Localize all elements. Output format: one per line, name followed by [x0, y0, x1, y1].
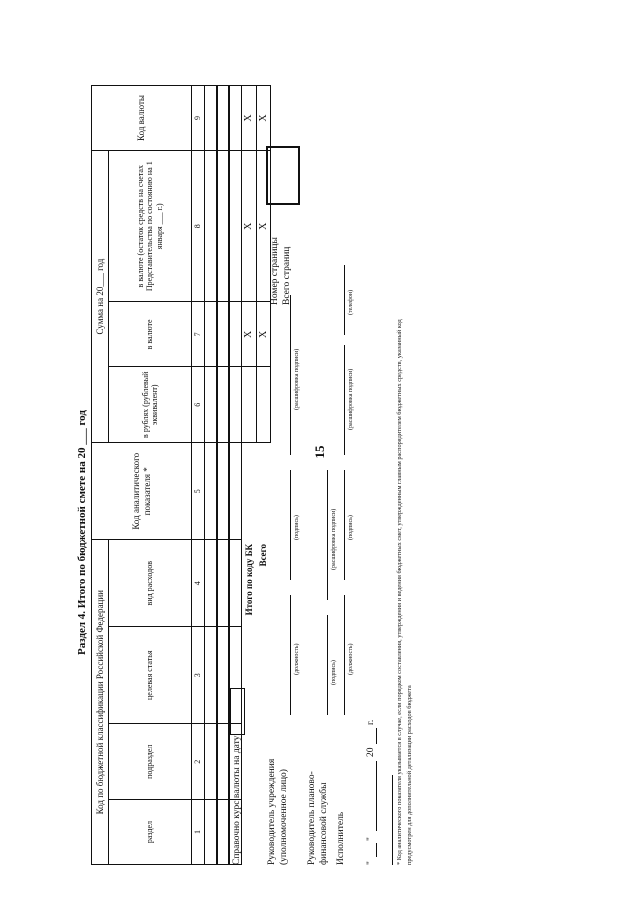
caption-decode: (расшифровка подписи) [348, 368, 354, 430]
total-bk-rub[interactable] [242, 367, 257, 443]
page-number: 15 [312, 445, 327, 459]
table-cell[interactable] [205, 724, 218, 800]
col-number: 4 [192, 540, 205, 627]
table-cell[interactable] [205, 302, 218, 367]
table-cell[interactable] [205, 443, 218, 540]
col-rub: в рублях (рублевый эквивалент) [109, 367, 192, 443]
executor-decode-line[interactable] [344, 345, 345, 455]
date-day-line[interactable] [376, 843, 377, 857]
head-label-2: (уполномоченное лицо) [279, 769, 289, 865]
col-kod-analytic: Код аналитического показателя * [92, 443, 192, 540]
fin-decode-line[interactable] [327, 470, 328, 600]
col-number: 1 [192, 800, 205, 865]
fin-signature-line[interactable] [327, 615, 328, 715]
total-all-rub[interactable] [256, 367, 271, 443]
caption-signature: (подпись) [294, 515, 300, 540]
col-vid: вид расходов [109, 540, 192, 627]
col-number: 3 [192, 627, 205, 724]
total-bk-label: Итого по коду БК [243, 543, 254, 616]
col-val-ostatok: в валюте (остаток средств на счетах Представительства по состоянию на 1 января ___ г.) [109, 150, 192, 301]
executor-signature-line[interactable] [344, 470, 345, 580]
date-year-prefix: 20 [366, 747, 376, 757]
exchange-rate-box[interactable] [230, 688, 245, 735]
date-month-line[interactable] [376, 761, 377, 831]
date-quote-close: " [366, 837, 376, 841]
head-decode-line[interactable] [290, 295, 291, 455]
table-cell[interactable] [205, 150, 218, 301]
page-number-box[interactable] [266, 146, 300, 205]
date-g-label: г. [366, 719, 376, 725]
executor-position-line[interactable] [344, 595, 345, 715]
x-mark: X [256, 150, 271, 301]
table-cell[interactable] [205, 540, 218, 627]
table-cell[interactable] [217, 86, 229, 151]
col-number: 6 [192, 367, 205, 443]
fin-label-2: финансовой службы [319, 782, 329, 865]
head-label-1: Руководитель учреждения [267, 758, 277, 865]
x-mark: X [242, 86, 257, 151]
table-cell[interactable] [229, 443, 242, 540]
table-cell[interactable] [229, 367, 242, 443]
document-sheet [74, 85, 554, 865]
table-cell[interactable] [205, 367, 218, 443]
col-number: 2 [192, 724, 205, 800]
page-number-label: Номер страницы [270, 237, 280, 305]
col-number: 7 [192, 302, 205, 367]
total-bk-row [242, 86, 257, 865]
x-mark: X [242, 302, 257, 367]
group-sum-header: Сумма на 20___ год [92, 150, 109, 442]
table-cell[interactable] [217, 627, 229, 724]
table-cell[interactable] [205, 86, 218, 151]
executor-label: Исполнитель [336, 811, 346, 865]
exchange-rate-label: Справочно курс валюты на дату [232, 735, 242, 865]
head-position-line[interactable] [290, 595, 291, 715]
caption-position: (должность) [294, 643, 300, 675]
pages-total-label: Всего страниц [282, 246, 292, 305]
footnote-separator [392, 775, 393, 865]
spacer-cell [242, 443, 257, 540]
col-number: 8 [192, 150, 205, 301]
table-cell[interactable] [217, 800, 229, 865]
table-cell[interactable] [217, 540, 229, 627]
footnote-line-1: * Код аналитического показателя указывается в случае, если порядком составления, утверждения и ведения бюджетных смет, утвержденным главным распорядителем бюджетных средств, указанный код [396, 319, 403, 865]
head-signature-line[interactable] [290, 470, 291, 580]
x-mark: X [242, 150, 257, 301]
x-mark: X [256, 302, 271, 367]
table-cell[interactable] [205, 800, 218, 865]
executor-phone-line[interactable] [344, 265, 345, 335]
date-year-line[interactable] [376, 728, 377, 744]
caption-signature: (подпись) [348, 515, 354, 540]
caption-signature: (подпись) [331, 660, 337, 685]
caption-position: (должность) [348, 643, 354, 675]
col-celevaya: целевая статья [109, 627, 192, 724]
table-cell[interactable] [217, 367, 229, 443]
col-number: 9 [192, 86, 205, 151]
table-cell[interactable] [229, 150, 242, 301]
total-all-label: Всего [258, 543, 269, 567]
spacer-cell [256, 443, 271, 540]
date-quote-open: " [366, 861, 376, 865]
table-cell[interactable] [217, 302, 229, 367]
table-cell[interactable] [217, 443, 229, 540]
group-bk-header: Код по бюджетной классификации Российской Федерации [92, 540, 109, 865]
footnote-line-2: предусмотрен для дополнительной детализации расходов бюджета [406, 685, 413, 865]
col-podrazdel: подраздел [109, 724, 192, 800]
table-row [217, 86, 229, 865]
section-title: Раздел 4. Итого по бюджетной смете на 20 ___ год [76, 410, 88, 655]
table-cell[interactable] [205, 627, 218, 724]
fin-label-1: Руководитель планово- [307, 771, 317, 865]
table-row [205, 86, 218, 865]
column-numbers-row [192, 86, 205, 865]
caption-decode: (расшифровка подписи) [331, 508, 337, 570]
col-razdel: раздел [109, 800, 192, 865]
table-cell[interactable] [217, 150, 229, 301]
x-mark: X [256, 86, 271, 151]
table-cell[interactable] [217, 724, 229, 800]
table-cell[interactable] [229, 302, 242, 367]
budget-table [91, 85, 271, 865]
header-group-row [92, 86, 109, 865]
col-kod-valuty: Код валюты [92, 86, 192, 151]
col-number: 5 [192, 443, 205, 540]
table-cell[interactable] [229, 86, 242, 151]
table-cell[interactable] [229, 540, 242, 627]
col-val: в валюте [109, 302, 192, 367]
caption-phone: (телефон) [348, 289, 354, 315]
caption-decode: (расшифровка подписи) [294, 348, 300, 410]
